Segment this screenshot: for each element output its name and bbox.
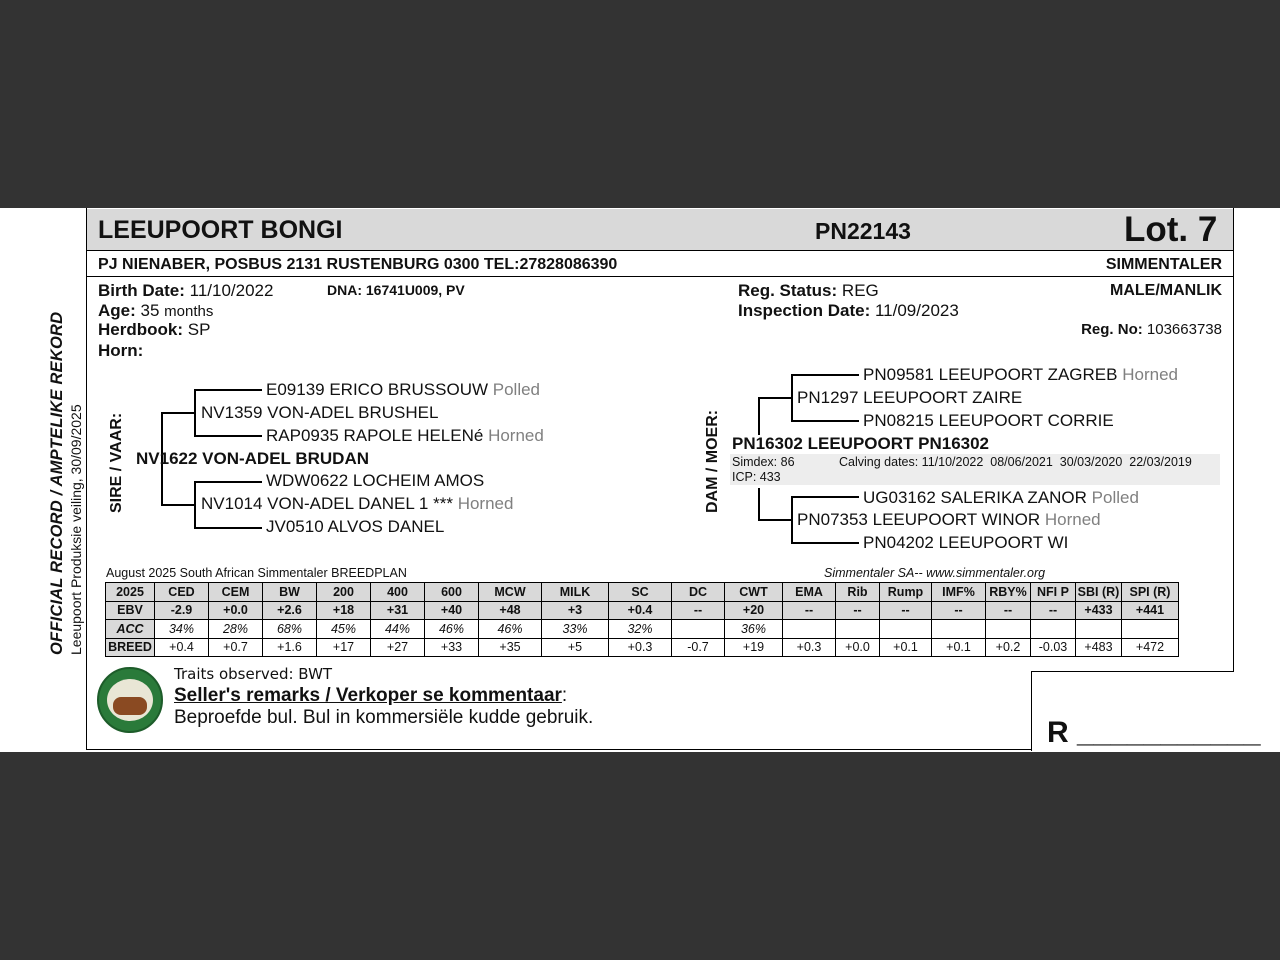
remarks-colon: : — [561, 685, 568, 706]
reg-no-row — [1081, 321, 1222, 338]
header-row-cell: CED — [155, 583, 209, 602]
breed-row-cell: +35 — [479, 638, 542, 657]
acc-row-cell: 28% — [209, 620, 263, 639]
dam-icp: ICP: 433 — [732, 470, 781, 484]
dam-bracket-line — [791, 496, 859, 498]
breed-row-cell: +0.2 — [986, 638, 1031, 657]
ssd-horn-status: Horned — [488, 426, 544, 445]
breed-row — [106, 638, 1179, 657]
header-row-cell: RBY% — [986, 583, 1031, 602]
ebv-row-cell: +2.6 — [263, 601, 317, 620]
ebv-row-cell: +31 — [371, 601, 425, 620]
ebv-row-cell: -2.9 — [155, 601, 209, 620]
dam-bracket-line — [791, 374, 859, 376]
ssd-name: RAP0935 RAPOLE HELENé — [266, 426, 484, 445]
acc-row-cell — [836, 620, 880, 639]
acc-row-cell: 45% — [317, 620, 371, 639]
remarks-title: Seller's remarks / Verkoper se kommentaar — [174, 685, 562, 706]
ebv-row-cell: EBV — [106, 601, 155, 620]
breedplan-caption: August 2025 South African Simmentaler BREEDPLAN — [106, 566, 407, 580]
age-unit: months — [164, 303, 214, 320]
dam-name: PN16302 LEEUPOORT PN16302 — [732, 434, 990, 453]
owner-address: PJ NIENABER, POSBUS 2131 RUSTENBURG 0300 TEL:27828086390 — [98, 256, 618, 273]
breed-row-cell: +472 — [1122, 638, 1179, 657]
dds-name: UG03162 SALERIKA ZANOR — [863, 488, 1087, 507]
dam-dam-dam: PN04202 LEEUPOORT WI — [863, 533, 1069, 552]
sire-sire-dam — [266, 426, 544, 446]
reg-status-value: REG — [841, 281, 879, 300]
dna-info: DNA: 16741U009, PV — [327, 282, 465, 298]
inspection-label: Inspection Date: — [738, 301, 871, 320]
header-row-cell: CWT — [725, 583, 783, 602]
dd-horn-status: Horned — [1044, 510, 1101, 529]
sire-bracket-line — [194, 481, 262, 483]
acc-row-cell: 68% — [263, 620, 317, 639]
inspection-row — [738, 301, 959, 321]
sire-bracket-line — [194, 389, 196, 436]
acc-row-cell: 46% — [479, 620, 542, 639]
breed-name: SIMMENTALER — [1105, 256, 1222, 273]
birth-date-label: Birth Date: — [98, 281, 185, 300]
ebv-table — [105, 582, 1179, 657]
header-row-cell: CEM — [209, 583, 263, 602]
acc-row-cell: 32% — [609, 620, 672, 639]
simmentaler-logo — [97, 667, 163, 733]
dam-bracket-line — [791, 374, 793, 421]
breed-row-cell: +5 — [542, 638, 609, 657]
lot-number: Lot. 7 — [1124, 210, 1218, 249]
sex-label: MALE/MANLIK — [1110, 282, 1222, 299]
reg-status-row — [738, 281, 879, 301]
birth-date-row — [98, 281, 273, 301]
birth-date-value: 11/10/2022 — [189, 281, 274, 300]
sire-bracket-line — [161, 412, 195, 414]
header-row-cell: BW — [263, 583, 317, 602]
sire-bracket-line — [194, 481, 196, 528]
header-row-cell: 400 — [371, 583, 425, 602]
header-row-cell: MCW — [479, 583, 542, 602]
sire-bracket-line — [161, 504, 195, 506]
acc-row — [106, 620, 1179, 639]
breed-row-cell: +27 — [371, 638, 425, 657]
header-row-cell: SC — [609, 583, 672, 602]
breed-row-cell: -0.03 — [1031, 638, 1076, 657]
ebv-row — [106, 601, 1179, 620]
age-row — [98, 301, 213, 321]
reg-status-label: Reg. Status: — [738, 281, 838, 300]
dam-bracket-line — [791, 496, 793, 543]
inspection-value: 11/09/2023 — [874, 301, 959, 320]
dam-section-label: DAM / MOER: — [704, 409, 721, 513]
breed-row-cell: +1.6 — [263, 638, 317, 657]
dss-name: PN09581 LEEUPOORT ZAGREB — [863, 365, 1118, 384]
acc-row-cell: 46% — [425, 620, 479, 639]
ebv-row-cell: +3 — [542, 601, 609, 620]
sire-bracket-line — [194, 435, 262, 437]
breed-row-cell: +0.7 — [209, 638, 263, 657]
auction-name-date: Leeupoort Produksie veiling, 30/09/2025 — [68, 404, 84, 655]
acc-row-cell: 34% — [155, 620, 209, 639]
sss-name: E09139 ERICO BRUSSOUW — [266, 380, 489, 399]
header-row-cell: 2025 — [106, 583, 155, 602]
header-row-cell: SBI (R) — [1076, 583, 1122, 602]
sire-bracket-line — [194, 527, 262, 529]
sire-name: NV1622 VON-ADEL BRUDAN — [136, 449, 370, 468]
ebv-row-cell: +0.4 — [609, 601, 672, 620]
ebv-row-cell: +48 — [479, 601, 542, 620]
dss-horn-status: Horned — [1122, 365, 1178, 384]
sire-bracket-line — [194, 389, 262, 391]
remarks-text: Beproefde bul. Bul in kommersiële kudde gebruik. — [174, 707, 594, 728]
price-field[interactable]: R ___________ — [1047, 716, 1261, 749]
official-record-title: OFFICIAL RECORD / AMPTELIKE REKORD — [48, 311, 66, 655]
herdbook-label: Herdbook: — [98, 320, 183, 339]
dam-dam — [797, 510, 1101, 530]
sd-name: NV1014 VON-ADEL DANEL 1 *** — [201, 494, 453, 513]
acc-row-cell — [672, 620, 725, 639]
dam-simdex: Simdex: 86 — [732, 455, 795, 469]
header-row-cell: IMF% — [932, 583, 986, 602]
breed-row-cell: +0.3 — [609, 638, 672, 657]
acc-row-cell: 33% — [542, 620, 609, 639]
acc-row-cell — [1122, 620, 1179, 639]
ebv-row-cell: +441 — [1122, 601, 1179, 620]
age-value: 35 — [140, 301, 160, 320]
breed-row-cell: +17 — [317, 638, 371, 657]
acc-row-cell — [986, 620, 1031, 639]
animal-code: PN22143 — [815, 218, 911, 244]
dam-sire-sire — [863, 365, 1178, 385]
dam-bracket-line — [791, 542, 859, 544]
breed-row-cell: +0.1 — [880, 638, 932, 657]
acc-row-cell — [783, 620, 836, 639]
acc-row-cell: ACC — [106, 620, 155, 639]
breed-row-cell: +0.1 — [932, 638, 986, 657]
ebv-row-cell: +40 — [425, 601, 479, 620]
ebv-row-cell: -- — [783, 601, 836, 620]
dds-horn-status: Polled — [1091, 488, 1139, 507]
header-row — [106, 583, 1179, 602]
dam-bracket-line — [791, 420, 859, 422]
dd-name: PN07353 LEEUPOORT WINOR — [797, 510, 1041, 529]
breed-row-cell: +33 — [425, 638, 479, 657]
dam-bracket-line — [758, 397, 792, 399]
acc-row-cell — [932, 620, 986, 639]
reg-no-label: Reg. No: — [1081, 321, 1143, 338]
sss-horn-status: Polled — [492, 380, 541, 399]
dam-bracket-line — [758, 519, 792, 521]
acc-row-cell — [880, 620, 932, 639]
breed-row-cell: BREED — [106, 638, 155, 657]
sire-dam-sire: WDW0622 LOCHEIM AMOS — [266, 471, 485, 490]
breed-row-cell: +0.4 — [155, 638, 209, 657]
header-row-cell: Rump — [880, 583, 932, 602]
dam-bracket-line — [758, 488, 760, 520]
acc-row-cell — [1076, 620, 1122, 639]
sire-dam — [201, 494, 513, 514]
remarks-heading — [174, 685, 567, 707]
sd-horn-status: Horned — [457, 494, 514, 513]
acc-row-cell — [1031, 620, 1076, 639]
sire-section-label: SIRE / VAAR: — [108, 412, 125, 513]
dam-dam-sire — [863, 488, 1139, 508]
ebv-row-cell: -- — [836, 601, 880, 620]
dam-sire: PN1297 LEEUPOORT ZAIRE — [797, 388, 1023, 407]
acc-row-cell: 44% — [371, 620, 425, 639]
sire-sire: NV1359 VON-ADEL BRUSHEL — [201, 403, 439, 422]
reg-no-value: 103663738 — [1146, 321, 1222, 338]
header-row-cell: SPI (R) — [1122, 583, 1179, 602]
dam-calving-dates: Calving dates: 11/10/2022 08/06/2021 30/03/2020 22/03/2019 — [839, 455, 1192, 469]
website-caption: Simmentaler SA-- www.simmentaler.org — [824, 566, 1046, 580]
herdbook-value: SP — [187, 320, 211, 339]
dam-sire-dam: PN08215 LEEUPOORT CORRIE — [863, 411, 1114, 430]
ebv-row-cell: +0.0 — [209, 601, 263, 620]
breed-row-cell: +483 — [1076, 638, 1122, 657]
ebv-row-cell: -- — [880, 601, 932, 620]
ebv-row-cell: -- — [1031, 601, 1076, 620]
ebv-row-cell: +20 — [725, 601, 783, 620]
breed-row-cell: +0.0 — [836, 638, 880, 657]
dam-bracket-line — [758, 397, 760, 435]
official-record-side-label — [48, 312, 84, 655]
breed-row-cell: +19 — [725, 638, 783, 657]
ebv-row-cell: -- — [986, 601, 1031, 620]
header-row-cell: 200 — [317, 583, 371, 602]
traits-observed: Traits observed: BWT — [174, 665, 333, 683]
breed-row-cell: -0.7 — [672, 638, 725, 657]
header-row-cell: DC — [672, 583, 725, 602]
logo-cattle — [113, 697, 147, 715]
animal-name: LEEUPOORT BONGI — [98, 216, 343, 244]
age-label: Age: — [98, 301, 136, 320]
ebv-row-cell: +433 — [1076, 601, 1122, 620]
sire-dam-dam: JV0510 ALVOS DANEL — [266, 517, 445, 536]
acc-row-cell: 36% — [725, 620, 783, 639]
header-row-cell: EMA — [783, 583, 836, 602]
horn-label: Horn: — [98, 341, 144, 360]
herdbook-row — [98, 320, 210, 340]
header-row-cell: NFI P — [1031, 583, 1076, 602]
ebv-row-cell: -- — [672, 601, 725, 620]
sire-sire-sire — [266, 380, 540, 400]
ebv-row-cell: +18 — [317, 601, 371, 620]
header-row-cell: Rib — [836, 583, 880, 602]
header-row-cell: MILK — [542, 583, 609, 602]
ebv-row-cell: -- — [932, 601, 986, 620]
breed-row-cell: +0.3 — [783, 638, 836, 657]
header-row-cell: 600 — [425, 583, 479, 602]
